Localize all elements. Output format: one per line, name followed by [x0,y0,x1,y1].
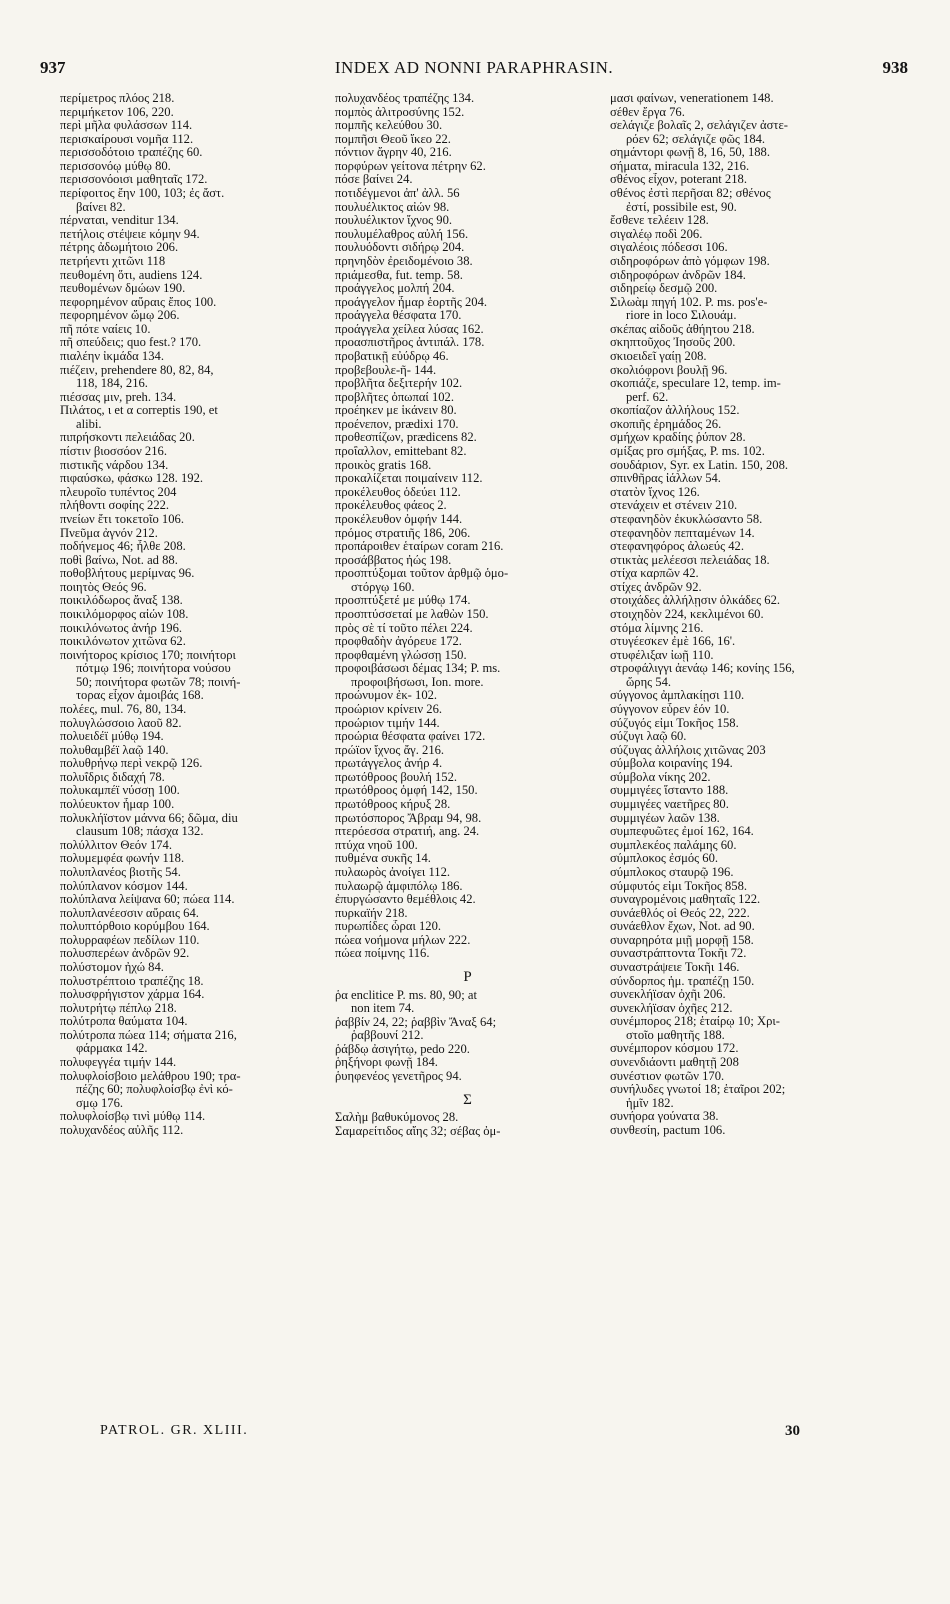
index-entry-continuation: ῥαββουνί 212. [351,1029,424,1043]
index-entry: πυρκαϊήν 218. [335,906,408,920]
index-entry: ποθὶ βαίνω, Not. ad 88. [60,553,178,567]
index-entry: συμπεφυῶτες ἐμοί 162, 164. [610,825,754,839]
index-column-left [60,92,322,1572]
index-entry: πολυχανδέος αὐλῆς 112. [60,1123,184,1137]
index-entry: πολυπλανέος βιοτῆς 54. [60,865,181,879]
index-entry: πιπρήσκοντι πελειάδας 20. [60,431,195,445]
index-entry: πορφύρων γείτονα πέτρην 62. [335,159,486,173]
index-entry: πολυπτόρθοιο κορύμβου 164. [60,920,210,934]
index-entry: ποδήνεμος 46; ἦλθε 208. [60,540,186,554]
index-entry: προκέλευθος φάεος 2. [335,499,447,513]
index-entry: συνάεθλός οἱ Θεός 22, 222. [610,906,750,920]
index-entry: σκοπιῆς ἐρημάδος 26. [610,417,722,431]
index-entry: προώριον τιμήν 144. [335,716,440,730]
index-entry: στυγέεσκεν ἐμὲ 166, 16'. [610,635,736,649]
index-entry-continuation: 118, 184, 216. [76,377,148,391]
index-entry: ποικιλόνωτον χιτῶνα 62. [60,635,186,649]
left-page-number: 937 [40,58,66,77]
index-entry: στεφανηφόρος ἀλωεύς 42. [610,540,744,554]
index-entry: σουδάριον, Syr. ex Latin. 150, 208. [610,458,789,472]
index-entry: σύγγονον εὗρεν ἑόν 10. [610,703,730,717]
index-entry: σιγαλέῳ ποδὶ 206. [610,227,703,241]
index-entry: συμπλεκέος παλάμης 60. [610,838,737,852]
index-entry: στοιχάδες ἀλλήλῃσιν ὁλκάδες 62. [610,594,781,608]
index-entry: πολυφεγγέα τιμήν 144. [60,1056,177,1070]
index-entry: πολυθαμβέϊ λαῷ 140. [60,743,169,757]
index-entry: πολύστομον ἠχώ 84. [60,961,164,974]
index-entry: πουλυέλικτον ἴχνος 90. [335,214,453,228]
index-entry-continuation: 50; ποινήτορα φωτῶν 78; ποινή- [76,675,241,689]
index-entry: προθεσπίζων, prædicens 82. [335,431,477,445]
section-letter: Σ [463,1091,472,1108]
index-entry: πεφορημένον ὤμῳ 206. [60,309,180,323]
index-entry: σύμβολα νίκης 202. [610,770,711,784]
index-entry: πολυφλοίσβῳ τινὶ μύθῳ 114. [60,1110,206,1124]
index-entry: συνενδιάοντι μαθητῇ 208 [610,1056,739,1070]
index-entry: σημάντορι φωνῇ 8, 16, 50, 188. [610,146,770,160]
index-entry-continuation: ρόεν 62; σελάγιζε φῶς 184. [626,132,766,146]
index-entry: συνέμπορον κόσμου 172. [610,1042,739,1056]
index-entry: πυλαωρὸς ἀνοίγει 112. [335,865,451,879]
index-entry: προφθαμένη γλώσσῃ 150. [335,648,467,662]
index-entry: προσπτύξετέ με μύθῳ 174. [335,594,471,608]
sheet-number: 30 [785,1423,800,1439]
index-entry: προώνυμον ἐκ- 102. [335,689,438,703]
signature-mark: PATROL. GR. XLIII. [100,1423,249,1438]
index-entry-continuation: ἐστί, possibile est, 90. [626,200,737,214]
index-entry: πεφορημένον αὔραις ἔπος 100. [60,295,217,309]
index-entry: σύμπλοκος σταυρῷ 196. [610,865,734,879]
index-entry: πολυπλανέεσσιν αὔραις 64. [60,906,199,920]
index-entry: πτερόεσσα στρατιή, ang. 24. [335,825,480,839]
index-entry-continuation: πότμῳ 196; ποινήτορα νούσου [76,662,231,676]
index-entry: στυφέλιξαν ἰωῇ 110. [610,648,714,662]
index-entry: πολυκλήϊστον μάννα 66; δῶμα, diu [60,811,238,825]
index-entry-continuation: non item 74. [351,1002,415,1016]
index-entry: ῥαββίν 24, 22; ῥαββὶν Ἄναξ 64; [335,1015,497,1029]
index-entry: πετήλοις στέψειε κόμην 94. [60,227,200,241]
index-entry: πολύτροπα πώεα 114; σήματα 216, [60,1028,237,1042]
index-entry: σιδηροφόρων ἀπὸ γόμφων 198. [610,254,770,268]
index-entry: σκηπτοῦχος Ἰησοῦς 200. [610,336,736,350]
index-entry: Πιλάτος, ι et α correptis 190, et [60,404,218,418]
index-column-right [610,92,895,1572]
index-entry: πολύπλανα λείψανα 60; πώεα 114. [60,893,235,907]
index-entry: πολυχανδέος τραπέζης 134. [335,92,475,105]
index-entry: ἐπυργώσαντο θεμέθλοις 42. [335,893,476,907]
section-letter: Ρ [463,969,472,985]
index-entry: ποικιλόμορφος αἰών 108. [60,607,189,621]
index-entry: πόντιον ἄγρην 40, 216. [335,146,452,160]
index-entry: σκοπίαζον ἀλλήλους 152. [610,404,740,418]
index-entry: πολύτροπα θαύματα 104. [60,1015,188,1029]
index-entry: στίχα καρπῶν 42. [610,567,699,581]
index-entry: προβλῆτα δεξιτερήν 102. [335,377,463,391]
index-entry: πρὸς σὲ τί τοῦτο πέλει 224. [335,621,473,635]
index-entry: σύμπλοκος ἐσμός 60. [610,852,719,866]
index-entry: πέρναται, venditur 134. [60,214,179,228]
index-entry: πρώϊον ἴχνος ἄγ. 216. [335,743,445,757]
index-entry: ἔσθενε τελέειν 128. [610,214,709,228]
index-entry: πολύευκτον ἦμαρ 100. [60,798,175,812]
index-entry: πῆ πότε ναίεις 10. [60,322,151,336]
index-entry: πουλυέλικτος αἰών 98. [335,200,450,214]
index-entry: προάγγελα χείλεα λύσας 162. [335,322,484,336]
index-entry: πλήθοντι σοφίης 222. [60,499,170,513]
index-entry: συμμιγέες ναετῆρες 80. [610,798,729,812]
index-entry: πολυσφρήγιστον χάρμα 164. [60,988,205,1002]
index-entry: πολύλλιτον Θεόν 174. [60,838,172,852]
index-entry: πυλαωρῷ ἀμφιπόλῳ 186. [335,879,463,893]
index-entry: προκαλίζεται ποιμαίνειν 112. [335,472,483,486]
index-entry: προβατικῇ εὐύδρῳ 46. [335,349,449,363]
index-entry: πῆ σπεύδεις; quo fest.? 170. [60,336,202,350]
index-entry: Σαλὴμ βαθυκύμονος 28. [335,1111,459,1125]
index-entry: ποθοβλήτους μερίμνας 96. [60,567,195,581]
index-entry: στίχες ἀνδρῶν 92. [610,580,702,594]
index-entry: προβεβουλε-ῆ- 144. [335,363,437,377]
index-entry: Σιλωὰμ πηγή 102. P. ms. pos'e- [610,295,768,309]
index-entry: προφθαδὴν ἀγόρευε 172. [335,635,462,649]
index-entry: πιέσσας μιν, preh. 134. [60,390,177,404]
index-entry: ποινήτορος κρίσιος 170; ποινήτορι [60,648,236,662]
index-entry: πρωτόθροος κήρυξ 28. [335,798,451,812]
index-entry: συναστράψειε Τοκῆι 146. [610,961,740,974]
index-entry: πρωτόθροος βουλή 152. [335,770,458,784]
index-entry: πιέζειν, prehendere 80, 82, 84, [60,363,214,377]
index-entry: σύμφυτός εἰμι Τοκῆος 858. [610,879,748,893]
index-entry: πώεα ποίμνης 116. [335,947,430,961]
index-entry: σκοπιάζε, speculare 12, temp. im- [610,377,781,391]
index-entry-continuation: perf. 62. [626,390,669,404]
index-entry: περισσονόοισι μαθηταῖς 172. [60,173,208,187]
index-entry: συνάεθλον ἔχων, Not. ad 90. [610,920,755,934]
index-entry: στεφανηδὸν ἐκυκλώσαντο 58. [610,512,763,526]
index-entry: σέθεν ἔργα 76. [610,105,685,119]
index-entry: πολυκαμπέϊ νύσσῃ 100. [60,784,180,798]
index-entry-continuation: προφοιβήσωσι, Ion. more. [351,675,484,689]
index-entry: πολυειδέϊ μύθῳ 194. [60,730,164,744]
index-entry: προσάββατος ἠώς 198. [335,553,452,567]
index-entry: πριάμεσθα, fut. temp. 58. [335,268,463,282]
index-entry: συνέστιον φωτῶν 170. [610,1069,725,1083]
index-entry: σμίξας pro σμήξας, P. ms. 102. [610,445,765,459]
index-entry: ποιητὸς Θεός 96. [60,580,147,594]
index-entry: σύμβολα κοιρανίης 194. [610,757,733,771]
right-page-number: 938 [882,58,908,77]
index-entry: ῥυηφενέος γενετῆρος 94. [335,1070,462,1084]
index-entry: προάγγελος μολπή 204. [335,282,455,296]
index-entry: προασπιστῆρος ἀντιπάλ. 178. [335,336,485,350]
index-entry: πολυρραφέων πεδίλων 110. [60,933,200,947]
index-entry: στροφάλιγγι ἀενάῳ 146; κονίης 156, [610,662,795,676]
index-entry: πολυσπερέων ἀνδρῶν 92. [60,947,190,961]
index-entry: ποικιλόδωρος ἄναξ 138. [60,594,183,608]
index-entry: προκέλευθος ὁδεύει 112. [335,485,461,499]
index-entry: προπάροιθεν ἑταίρων coram 216. [335,540,504,554]
index-entry: συνήορα γούνατα 38. [610,1110,719,1124]
index-entry: πρωτόσπορος Ἄβραμ 94, 98. [335,811,482,825]
index-entry: πολυτρήτῳ πέπλῳ 218. [60,1001,177,1015]
index-entry: προέηκεν με ἱκάνειν 80. [335,404,457,418]
index-entry: πρόμος στρατιῆς 186, 206. [335,526,471,540]
index-entry: πευθομένων δμώων 190. [60,282,186,296]
index-entry: περισσοδότοιο τραπέζης 60. [60,146,203,160]
index-entry: πώεα νοήμονα μήλων 222. [335,933,471,947]
index-entry: περιμήκετον 106, 220. [60,105,174,119]
index-entry: πτύχα νηοῦ 100. [335,838,418,852]
index-entry: σύζυγας ἀλλήλοις χιτῶνας 203 [610,743,766,757]
index-entry: πομπὸς ἀλιτροσύνης 152. [335,105,465,119]
index-entry-continuation: στοῖο μαθητῆς 188. [626,1028,725,1042]
index-entry: στόμα λίμνης 216. [610,621,704,635]
index-entry-continuation: στόργῳ 160. [351,580,415,594]
index-entry: σιδηροφόρων ἀνδρῶν 184. [610,268,746,282]
index-entry: πουλυμέλαθρος αὐλή 156. [335,227,469,241]
index-entry: σύνδορπος ἡμ. τραπέζῃ 150. [610,974,755,988]
index-entry: προσπτύσσεταί με λαθὼν 150. [335,607,489,621]
index-entry: πνείων ἔτι τοκετοῖο 106. [60,512,184,526]
index-entry: σκολιόφρονι βουλῇ 96. [610,363,728,377]
index-entry: σθένος εἶχον, poterant 218. [610,173,747,187]
index-entry: προώριον κρίνειν 26. [335,703,443,717]
index-entry: πολυγλώσσοιο λαοῦ 82. [60,716,182,730]
index-entry-continuation: alibi. [76,417,102,431]
index-entry: σκιοειδεῖ γαίῃ 208. [610,349,707,363]
index-entry-continuation: τορας εἶχον ἀμοιβάς 168. [76,689,204,703]
index-entry: περίμετρος πλόος 218. [60,92,175,105]
index-entry: πολυθρήνῳ περὶ νεκρῷ 126. [60,757,203,771]
index-entry: προάγγελον ἦμαρ ἑορτῆς 204. [335,295,488,309]
index-entry: πρηνηδὸν ἐρειδομένοιο 38. [335,254,473,268]
index-entry: προικὸς gratis 168. [335,458,432,472]
index-entry: συναγρομένοις μαθηταῖς 122. [610,893,761,907]
index-entry: συνήλυδες γνωτοί 18; ἑταῖροι 202; [610,1083,786,1097]
index-entry-continuation: ὥρης 54. [626,675,672,689]
index-entry: στεφανηδὸν πεπταμένων 14. [610,526,755,540]
index-entry-continuation: riore in loco Σιλουάμ. [626,309,737,323]
index-entry: Σαμαρείτιδος αἴης 32; σέβας ὀμ- [335,1124,501,1138]
index-entry: προφοιβάσωσι δέμας 134; P. ms. [335,662,501,676]
index-entry: πολύπλανον κόσμον 144. [60,879,188,893]
index-entry: σμήχων κραδίης ῥύπον 28. [610,431,746,445]
index-entry-continuation: clausum 108; πάσχα 132. [76,825,204,839]
index-entry: πλευροῖο τυπέντος 204 [60,485,177,499]
index-column-middle [335,92,600,1572]
running-title: INDEX AD NONNI PARAPHRASIN. [334,58,614,77]
index-entry: στενάχειν et στένειν 210. [610,499,738,513]
index-entry: μασι φαίνων, venerationem 148. [610,92,774,105]
index-entry: σύζυγός εἰμι Τοκῆος 158. [610,716,739,730]
index-entry: πιαλέην ἰκμάδα 134. [60,349,164,363]
index-entry: πομπῆσι Θεοῦ ἵκεο 22. [335,132,451,146]
index-entry: συνέμπορος 218; ἑταίρῳ 10; Χρι- [610,1015,780,1029]
index-entry: σύζυγι λαῷ 60. [610,730,687,744]
index-entry: συνεκλήϊσαν ὀχῆι 206. [610,988,726,1002]
index-entry: πευθομένη ὅτι, audiens 124. [60,268,203,282]
index-entry-continuation: ἡμῖν 182. [626,1096,674,1110]
index-entry: πέτρης ἀδωμήτοιο 206. [60,241,179,255]
index-entry: πυθμένα συκῆς 14. [335,852,431,866]
index-entry: περὶ μῆλα φυλάσσων 114. [60,119,193,133]
index-entry: πρωτόθροος ὀμφή 142, 150. [335,784,478,798]
index-entry: σκέπας αἰδοῦς ἀθήητου 218. [610,322,755,336]
index-entry-continuation: φάρμακα 142. [76,1042,148,1056]
index-entry: πολυστρέπτοιο τραπέζης 18. [60,974,204,988]
index-entry: συναρηρότα μιῇ μορφῇ 158. [610,933,754,947]
index-entry: ποικιλόνωτος ἀνήρ 196. [60,621,183,635]
index-entry-continuation: πέζης 60; πολυφλοίσβῳ ἐνὶ κό- [76,1083,233,1097]
index-entry: συμμιγέες ἵσταντο 188. [610,784,729,798]
index-entry: πόσε βαίνει 24. [335,173,413,187]
index-entry: προσπτύξομαι τοῦτον ἀρθμῷ ὁμο- [335,567,509,581]
index-entry: προΐαλλον, emittebant 82. [335,445,467,459]
index-entry: συνεκλήϊσαν ὀχῆες 212. [610,1001,733,1015]
index-entry: ποτιδέγμενοι ἀπ' ἀλλ. 56 [335,187,460,201]
index-entry: πιφαύσκω, φάσκω 128. 192. [60,472,204,486]
index-entry: πρωτάγγελος ἀνήρ 4. [335,757,443,771]
index-entry-continuation: σμῳ 176. [76,1096,124,1110]
index-entry: σθένος ἐστὶ περῆσαι 82; σθένος [610,187,771,201]
index-entry: προένεπον, prædixi 170. [335,417,459,431]
index-entry: ῥηξήνορι φωνῇ 184. [335,1056,438,1070]
index-entry: πομπῆς κελεύθου 30. [335,119,443,133]
index-entry: προκέλευθον ὀμφήν 144. [335,512,463,526]
index-entry: πολυφλοίσβοιο μελάθρου 190; τρα- [60,1069,241,1083]
index-entry: στατὸν ἴχνος 126. [610,485,700,499]
index-entry: πίστιν βιοσσόον 216. [60,445,167,459]
index-entry: συναστράπτοντα Τοκῆι 72. [610,947,747,961]
index-entry: πιστικῆς νάρδου 134. [60,458,169,472]
index-entry: περισσονόῳ μύθῳ 80. [60,159,171,173]
index-entry: πολυΐδρις διδαχή 78. [60,770,165,784]
index-entry: σήματα, miracula 132, 216. [610,159,750,173]
index-entry: σύγγονος ἀμπλακίῃσι 110. [610,689,745,703]
index-entry: περίφοιτος ἔην 100, 103; ἐς ἄστ. [60,187,225,201]
index-entry: περισκαίρουσι νομῆα 112. [60,132,194,146]
index-entry: στοιχηδὸν 224, κεκλιμένοι 60. [610,607,764,621]
index-entry: Πνεῦμα ἀγνόν 212. [60,526,158,540]
index-entry: προάγγελα θέσφατα 170. [335,309,462,323]
index-entry: πετρήεντι χιτῶνι 118 [60,254,166,268]
index-entry: πολυμεμφέα φωνήν 118. [60,852,185,866]
index-entry: συνθεσίη, pactum 106. [610,1123,726,1137]
index-entry-continuation: βαίνει 82. [76,200,126,214]
index-entry: σελάγιζε βολαῖς 2, σελάγιζεν ἀστε- [610,119,788,133]
index-entry: προώρια θέσφατα φαίνει 172. [335,730,486,744]
index-entry: πουλυόδοντι σιδήρῳ 204. [335,241,465,255]
index-entry: προβλῆτες ὀπωπαί 102. [335,390,455,404]
index-entry: στικτὰς μελέεσσι πελειάδας 18. [610,553,770,567]
index-entry: ῥάβδῳ ἀσιγήτῳ, pedo 220. [335,1042,470,1056]
index-entry: ῥα enclitice P. ms. 80, 90; at [335,988,477,1002]
index-entry: πυρωπίδες ὧραι 120. [335,920,442,934]
index-entry: σιγαλέοις πόδεσσι 106. [610,241,728,255]
index-entry: σπινθῆρας ἰάλλων 54. [610,472,721,486]
index-entry: συμμιγέων λαῶν 138. [610,811,720,825]
index-entry: σιδηρείῳ δεσμῷ 200. [610,282,718,296]
page-header [40,58,908,80]
index-entry: πολέες, mul. 76, 80, 134. [60,703,187,717]
